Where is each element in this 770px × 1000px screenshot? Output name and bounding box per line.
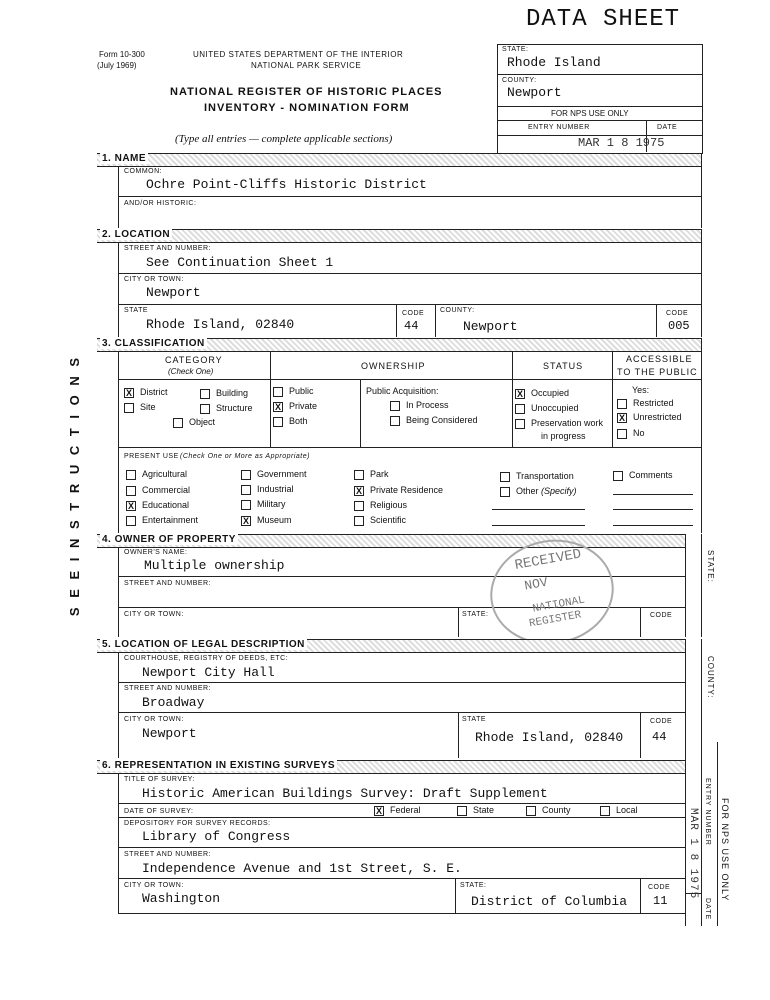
cat-structure-checkbox[interactable] [200,404,210,414]
survey-local-label: Local [616,805,638,815]
side-date-stamp: MAR 1 8 1975 [687,808,699,900]
cat-structure-label: Structure [216,403,253,413]
survey-title-label: TITLE OF SURVEY: [124,776,195,783]
depository-label: DEPOSITORY FOR SURVEY RECORDS: [124,820,271,827]
survey-county-label: County [542,805,571,815]
acc-restricted-label: Restricted [633,398,674,408]
survey-city-value: Washington [142,891,221,906]
historic-label: AND/OR HISTORIC: [124,200,197,207]
survey-state-field-label: STATE: [460,882,487,889]
use-specify-label: (Specify) [541,486,577,496]
side-county-label: COUNTY: [706,656,715,699]
use-commercial-checkbox[interactable] [126,486,136,496]
cat-object-checkbox[interactable] [173,418,183,428]
own-both-label: Both [289,416,308,426]
use-transportation-checkbox[interactable] [500,472,510,482]
acc-no-label: No [633,428,645,438]
acc-no-checkbox[interactable] [617,429,627,439]
section6-heading: 6. REPRESENTATION IN EXISTING SURVEYS [102,760,335,771]
side-date-label: DATE [704,898,711,921]
st-unoccupied-checkbox[interactable] [515,404,525,414]
common-label: COMMON: [124,168,163,175]
st-occupied-label: Occupied [531,388,570,398]
use-transportation-label: Transportation [516,471,574,481]
survey-date-label: DATE OF SURVEY: [124,808,194,815]
acc-no-option[interactable] [617,428,645,439]
legal-street-value: Broadway [142,695,205,710]
use-scientific-label: Scientific [370,515,407,525]
use-religious-checkbox[interactable] [354,501,364,511]
present-use-label: PRESENT USE [124,453,179,460]
to-public-label: TO THE PUBLIC [617,367,698,377]
city-label: CITY OR TOWN: [124,276,184,283]
use-other-checkbox[interactable] [500,487,510,497]
cat-district-label: District [140,387,168,397]
survey-federal-option[interactable] [374,805,421,816]
depository-value: Library of Congress [142,829,291,844]
section2-bar [97,229,701,243]
legal-state-label: STATE [462,716,487,723]
use-comments-option[interactable] [613,470,673,481]
acc-unrestricted-option[interactable] [617,412,682,423]
use-entertainment-checkbox[interactable] [126,516,136,526]
city-value: Newport [146,285,201,300]
form-subtitle: INVENTORY - NOMINATION FORM [204,102,410,114]
own-private-option[interactable] [273,401,317,412]
use-private-residence-checkbox[interactable]: X [355,485,362,496]
legal-city-label: CITY OR TOWN: [124,716,184,723]
status-label: STATUS [543,361,584,371]
own-private-checkbox[interactable]: X [274,401,281,412]
check-one-label: (Check One) [168,367,214,376]
own-private-label: Private [289,401,318,411]
section1-bar [97,153,701,167]
courthouse-value: Newport City Hall [142,665,275,680]
survey-street-value: Independence Avenue and 1st Street, S. E. [142,861,462,876]
use-park-label: Park [370,469,389,479]
survey-local-checkbox[interactable] [600,806,610,816]
acq-in-process-checkbox[interactable] [390,401,400,411]
survey-county-option[interactable] [526,805,571,816]
owner-name-label: OWNER'S NAME: [124,549,188,556]
see-instructions-side [64,355,84,620]
received-stamp [482,530,622,654]
use-private-residence-label: Private Residence [370,485,444,495]
acq-in-process-option[interactable] [390,400,449,411]
section1-heading: 1. NAME [102,153,147,164]
use-museum-label: Museum [257,515,292,525]
legal-street-label: STREET AND NUMBER: [124,685,212,692]
state-label: STATE: [502,46,529,53]
acq-being-checkbox[interactable] [390,416,400,426]
use-government-option[interactable] [241,469,307,480]
instruction-text: (Type all entries — complete applicable sections) [175,133,393,145]
own-public-checkbox[interactable] [273,387,283,397]
form-id: Form 10-300 [99,50,145,59]
code-label-s2: CODE [402,310,425,317]
use-museum-option[interactable] [241,515,292,526]
use-scientific-option[interactable] [354,515,406,526]
use-agricultural-option[interactable] [126,469,187,480]
use-educational-checkbox[interactable]: X [127,500,134,511]
common-name-value: Ochre Point-Cliffs Historic District [146,177,427,192]
survey-federal-checkbox[interactable]: X [375,805,382,816]
acc-restricted-checkbox[interactable] [617,399,627,409]
courthouse-label: COURTHOUSE, REGISTRY OF DEEDS, ETC: [124,655,289,662]
survey-city-label: CITY OR TOWN: [124,882,184,889]
cat-building-label: Building [216,388,249,398]
street-label: STREET AND NUMBER: [124,245,212,252]
use-military-label: Military [257,499,286,509]
section5-heading: 5. LOCATION OF LEGAL DESCRIPTION [102,639,305,650]
use-agricultural-checkbox[interactable] [126,470,136,480]
acc-unrestricted-label: Unrestricted [633,412,682,422]
acc-restricted-option[interactable] [617,398,674,409]
use-government-checkbox[interactable] [241,470,251,480]
cat-object-label: Object [189,417,216,427]
use-park-checkbox[interactable] [354,470,364,480]
legal-code-label: CODE [650,718,673,725]
form-date: (July 1969) [97,61,137,70]
entry-date-stamp: MAR 1 8 1975 [578,136,665,150]
use-industrial-checkbox[interactable] [241,485,251,495]
section4-heading: 4. OWNER OF PROPERTY [102,534,236,545]
ownership-label: OWNERSHIP [361,361,426,371]
cat-building-checkbox[interactable] [200,389,210,399]
owner-state-label: STATE: [462,611,489,618]
st-preservation-option[interactable] [515,418,603,429]
own-public-option[interactable] [273,386,314,397]
st-preservation-checkbox[interactable] [515,419,525,429]
use-entertainment-label: Entertainment [142,515,199,525]
use-museum-checkbox[interactable]: X [242,515,249,526]
entry-number-label: ENTRY NUMBER [528,124,590,131]
agency-line1: UNITED STATES DEPARTMENT OF THE INTERIOR [193,50,404,59]
owner-code-label: CODE [650,612,673,619]
st-occupied-option[interactable] [515,388,569,399]
acc-unrestricted-checkbox[interactable]: X [618,412,625,423]
received-stamp-line2: NOV [523,574,549,594]
use-educational-option[interactable] [126,500,189,511]
code2-value-s2: 005 [668,319,690,333]
code2-label-s2: CODE [666,310,689,317]
section3-heading: 3. CLASSIFICATION [102,338,205,349]
category-label: CATEGORY [165,355,223,365]
side-state-label: STATE: [706,550,715,583]
survey-title-value: Historic American Buildings Survey: Draft Supplement [142,786,548,801]
survey-state-label: State [473,805,495,815]
owner-name-value: Multiple ownership [144,558,285,573]
code-value-s2: 44 [404,319,419,333]
survey-state-checkbox[interactable] [457,806,467,816]
data-sheet-stamp: DATA SHEET [526,6,681,33]
cat-district-checkbox[interactable]: X [125,387,132,398]
section2-heading: 2. LOCATION [102,229,171,240]
own-public-label: Public [289,386,314,396]
cat-building-option[interactable] [200,388,248,399]
street-value: See Continuation Sheet 1 [146,255,334,270]
side-nps-use-label: FOR NPS USE ONLY [720,798,730,902]
use-religious-label: Religious [370,500,408,510]
agency-line2: NATIONAL PARK SERVICE [251,61,362,70]
use-scientific-checkbox[interactable] [354,516,364,526]
date-label: DATE [657,124,678,131]
use-commercial-option[interactable] [126,485,190,496]
received-stamp-line3: NATIONAL [531,594,586,616]
accessible-label: ACCESSIBLE [626,354,693,364]
st-unoccupied-option[interactable] [515,403,579,414]
cat-structure-option[interactable] [200,403,253,414]
use-entertainment-option[interactable] [126,515,198,526]
acq-in-process-label: In Process [406,400,449,410]
county-label-s2: COUNTY: [440,307,475,314]
use-park-option[interactable] [354,469,389,480]
cat-site-checkbox[interactable] [124,403,134,413]
state-label-s2: STATE [124,307,149,314]
use-commercial-label: Commercial [142,485,191,495]
use-private-residence-option[interactable] [354,485,443,496]
legal-state-value: Rhode Island, 02840 [475,730,624,745]
survey-code-label: CODE [648,884,671,891]
owner-city-label: CITY OR TOWN: [124,611,184,618]
side-instructions-text: S E E I N S T R U C T I O N S [66,355,82,617]
legal-city-value: Newport [142,726,197,741]
use-military-option[interactable] [241,499,286,510]
survey-street-label: STREET AND NUMBER: [124,851,212,858]
use-industrial-option[interactable] [241,484,294,495]
cat-district-option[interactable] [124,387,168,398]
survey-federal-label: Federal [390,805,421,815]
acq-being-label: Being Considered [406,415,478,425]
use-educational-label: Educational [142,500,190,510]
survey-local-option[interactable] [600,805,638,816]
nps-use-label: FOR NPS USE ONLY [551,109,629,118]
use-other-option[interactable] [500,486,577,497]
use-comments-checkbox[interactable] [613,471,623,481]
use-military-checkbox[interactable] [241,500,251,510]
public-acquisition-label: Public Acquisition: [366,386,439,396]
own-both-option[interactable] [273,416,308,427]
county-value-s2: Newport [463,319,518,334]
county-value: Newport [507,85,562,100]
survey-state-value: District of Columbia [471,894,628,909]
legal-code-value: 44 [652,730,667,744]
state-value: Rhode Island [507,55,601,70]
state-value-s2: Rhode Island, 02840 [146,317,295,332]
received-stamp-line4: REGISTER [528,609,583,631]
acq-being-considered-option[interactable] [390,415,478,426]
use-other-label: Other [516,486,539,496]
side-entry-number-label: ENTRY NUMBER [704,778,711,846]
survey-state-option[interactable] [457,805,494,816]
cat-object-option[interactable] [173,417,215,428]
st-unoccupied-label: Unoccupied [531,403,579,413]
own-both-checkbox[interactable] [273,417,283,427]
cat-site-label: Site [140,402,156,412]
st-preservation-label2: in progress [541,431,586,441]
county-label: COUNTY: [502,77,537,84]
survey-code-value: 11 [653,894,668,908]
use-religious-option[interactable] [354,500,407,511]
use-transportation-option[interactable] [500,471,574,482]
survey-county-checkbox[interactable] [526,806,536,816]
st-occupied-checkbox[interactable]: X [516,388,523,399]
owner-street-label: STREET AND NUMBER: [124,580,212,587]
use-industrial-label: Industrial [257,484,294,494]
use-comments-label: Comments [629,470,673,480]
cat-site-option[interactable] [124,402,156,413]
use-agricultural-label: Agricultural [142,469,188,479]
form-title: NATIONAL REGISTER OF HISTORIC PLACES [170,86,443,98]
acc-yes-label: Yes: [632,385,650,395]
use-government-label: Government [257,469,307,479]
present-use-note: (Check One or More as Appropriate) [180,453,310,460]
received-stamp-line1: RECEIVED [513,546,583,574]
st-preservation-label: Preservation work [531,418,604,428]
